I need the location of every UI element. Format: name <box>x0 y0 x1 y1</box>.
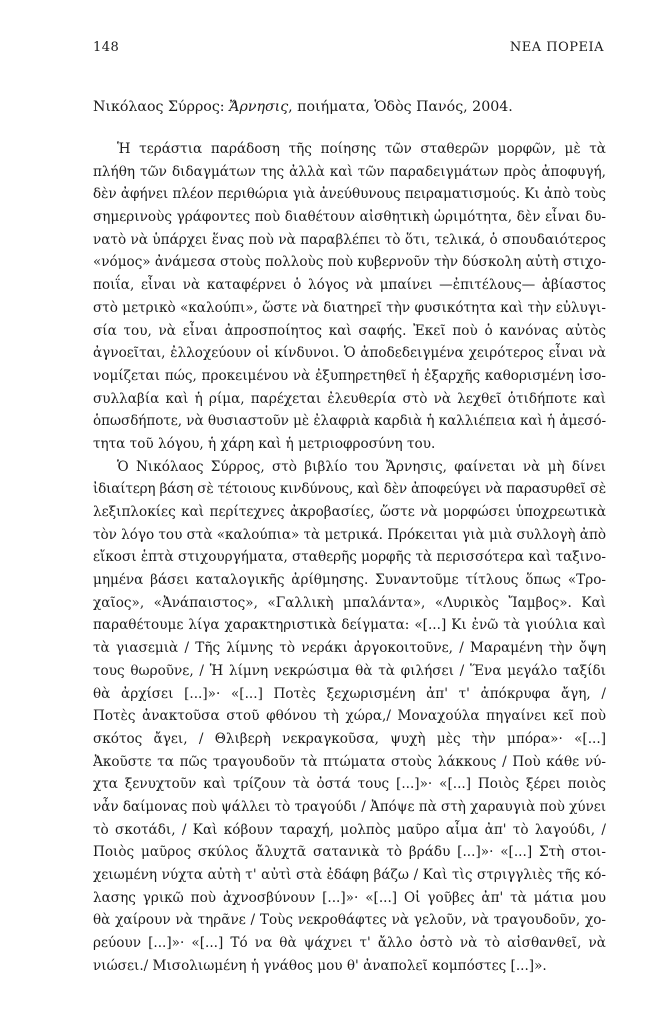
body-line: νομίζεται πώς, προκειμένου νὰ ἐξυπηρετηθεῖ ἡ ἐξαρχῆς καθορισμένη ἰσο- <box>93 367 606 384</box>
body-line: νατὸ νὰ ὑπάρχει ἕνας ποὺ νὰ παραβλέπει τὸ ὅτι, τελικά, ὁ σπουδαιότερος <box>93 231 606 248</box>
body-line: Ἀκοῦστε τα πῶς τραγουδοῦν τὰ πτώματα στοὺς λάκκους / Ποὺ κάθε νύ- <box>93 753 606 770</box>
body-line: σκότος ἄγει, / Θλιβερὴ νεκραγκοῦσα, ψυχὴ μὲς τὴν μπόρα»· «[...] <box>93 730 606 747</box>
body-line: νιώσει./ Μισολιωμένη ἡ γνάθος μου θ' ἀναπολεῖ κομπόστες [...]». <box>93 957 547 974</box>
body-line: Ποιὸς μαῦρος σκύλος ἄλυχτᾶ σατανικὰ τὸ βράδυ [...]»· «[...] Στὴ στοι- <box>93 844 606 861</box>
body-line: στὸ μετρικὸ «καλούπι», ὥστε νὰ διατηρεῖ τὴν φυσικότητα καὶ τὴν εὐλυγι- <box>93 299 606 316</box>
body-line: θὰ χαίρουν νὰ τηρᾶνε / Τοὺς νεκροθάφτες νὰ γελοῦν, νὰ τραγουδοῦν, χο- <box>93 912 606 929</box>
bib-details: , ποιήματα, Ὁδὸς Πανός, 2004. <box>288 99 513 115</box>
body-line: Ὁ Νικόλαος Σύρρος, στὸ βιβλίο του Ἄρνησις, φαίνεται νὰ μὴ δίνει <box>117 458 606 475</box>
body-line: ἀγνοεῖται, ἐλλοχεύουν οἱ κίνδυνοι. Ὁ ἀποδεδειγμένα χειρότερος εἶναι νὰ <box>93 345 606 362</box>
body-line: πλήθη τῶν διδαγμάτων της ἀλλὰ καὶ τῶν παραδειγμάτων πρὸς ἀποφυγή, <box>93 163 606 180</box>
body-line: Ἡ τεράστια παράδοση τῆς ποίησης τῶν σταθερῶν μορφῶν, μὲ τὰ <box>117 141 606 157</box>
body-line: Ποτὲς ἀνακτοῦσα στοῦ φθόνου τὴ χώρα,/ Μοναχούλα πηγαίνει κεῖ ποὺ <box>93 708 606 725</box>
body-line: ὁπωσδήποτε, νὰ θυσιαστοῦν μὲ ἐλαφριὰ καρδιὰ ἡ καλλιέπεια καὶ ἡ ἀμεσό- <box>93 413 607 430</box>
body-line: τὸν λόγο του στὰ «καλούπια» τὰ μετρικά. Πρόκειται γιὰ μιὰ συλλογὴ ἀπὸ <box>93 526 607 543</box>
page-number: 148 <box>93 40 120 55</box>
journal-title: ΝΕΑ ΠΟΡΕΙΑ <box>509 40 604 55</box>
body-line: χαῖος», «Ἀνάπαιστος», «Γαλλικὴ μπαλάντα», «Λυρικὸς Ἴαμβος». Καὶ <box>93 594 606 611</box>
body-line: παραθέτουμε λίγα χαρακτηριστικὰ δείγματα: «[...] Κι ἐνῶ τὰ γιούλια καὶ <box>93 617 606 634</box>
review-body <box>93 138 606 977</box>
body-line: θὰ ἀρχίσει [...]»· «[...] Ποτὲς ξεχωρισμένη ἀπ' τ' ἀπόκρυφα ἄγη, / <box>93 685 606 702</box>
body-line: σημερινοὺς γράφοντες ποὺ διαθέτουν αἰσθητικὴ ὡριμότητα, δὲν εἶναι δυ- <box>93 209 606 226</box>
bibliographic-entry <box>93 97 604 117</box>
body-line: εἴκοσι ἑπτὰ στιχουργήματα, σταθερῆς μορφῆς τὰ περισσότερα καὶ ταξινο- <box>93 549 606 566</box>
body-line: τὰ γιασεμιὰ / Τῆς λίμνης τὸ νεράκι ἀργοκοιτοῦνε, / Μαραμένη τὴν ὄψη <box>93 640 606 657</box>
body-line: ποιΐα, εἶναι νὰ καταφέρνει ὁ λόγος νὰ μπαίνει —ἐπιτέλους— ἀβίαστος <box>93 277 606 294</box>
body-line: τὸ σκοτάδι, / Καὶ κόβουν ταραχή, μολπὸς μαῦρο αἷμα ἀπ' τὸ λαγούδι, / <box>93 821 606 838</box>
bib-book-title: Ἄρνησις <box>229 99 289 115</box>
body-line: ἰδιαίτερη βάση σὲ τέτοιους κινδύνους, καὶ δὲν ἀποφεύγει νὰ παρασυρθεῖ σὲ <box>93 481 607 498</box>
body-line: τους θωροῦνε, / Ἡ λίμνη νεκρώσιμα θὰ τὰ φιλήσει / Ἕνα μεγάλο ταξίδι <box>93 662 606 679</box>
body-line: ρεύουν [...]»· «[...] Τό να θὰ ψάχνει τ' ἄλλο ὀστὸ νὰ τὸ αἰσθανθεῖ, νὰ <box>93 935 606 952</box>
body-line: συλλαβία καὶ ἡ ρίμα, παρέχεται ἐλευθερία στὸ νὰ λεχθεῖ ὁτιδήποτε καὶ <box>93 390 606 407</box>
body-line: σία του, νὰ εἶναι ἀπροσποίητος καὶ σαφής. Ἐκεῖ ποὺ ὁ κανόνας αὐτὸς <box>93 322 606 339</box>
bib-author: Νικόλαος Σύρρος: <box>93 99 230 115</box>
body-line: «νόμος» ἀνάμεσα στοὺς πολλοὺς ποὺ κυβερνοῦν τὴν δύσκολη αὐτὴ στιχο- <box>93 254 606 271</box>
body-line: νἆν δαίμονας ποὺ ψάλλει τὸ τραγούδι / Ἀπόψε πὰ στὴ χαραυγιὰ ποὺ χύνει <box>93 798 607 815</box>
body-line: χειωμένη νύχτα αὐτὴ τ' αὐτὶ στὰ ἐδάφη βάζω / Καὶ τὶς στριγγλιὲς τῆς κό- <box>93 867 606 883</box>
body-line: μημένα βάσει καταλογικῆς ἀρίθμησης. Συναντοῦμε τίτλους ὅπως «Τρο- <box>93 572 606 589</box>
running-head <box>93 40 604 60</box>
body-line: λεξιπλοκίες καὶ περίτεχνες ἀκροβασίες, ὥστε νὰ μορφώσει ὑποχρεωτικὰ <box>93 504 606 520</box>
body-line: δὲν ἀφήνει πλέον περιθώρια γιὰ ἀνεύθυνους πειραματισμούς. Κι ἀπὸ τοὺς <box>93 186 606 203</box>
body-line: χτα ξενυχτοῦν καὶ τρίζουν τὰ ὀστά τους [...]»· «[...] Ποιὸς ξέρει ποιὸς <box>93 776 606 793</box>
body-line: τητα τοῦ λόγου, ἡ χάρη καὶ ἡ μετριοφροσύνη του. <box>93 435 436 452</box>
body-line: λασης γρικῶ ποὺ ἀχνοσβύνουν [...]»· «[...] Οἱ γοῦβες ἀπ' τὰ μάτια μου <box>93 889 606 906</box>
